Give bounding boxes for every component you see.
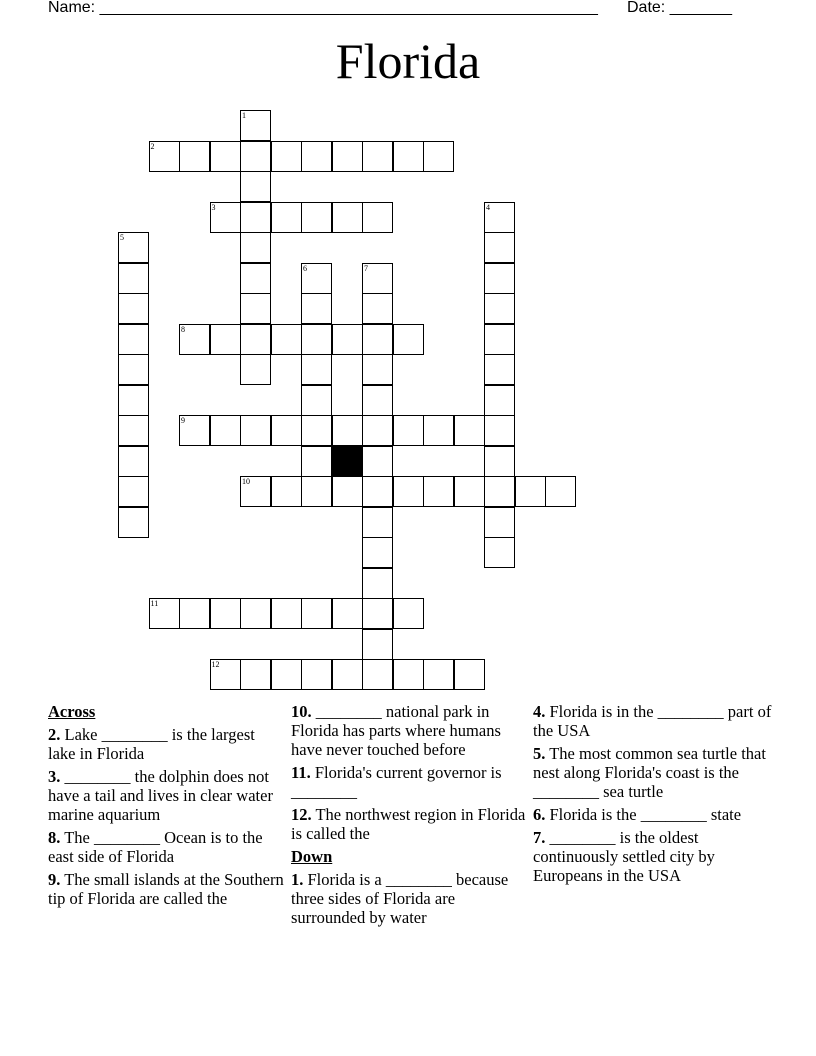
crossword-cell[interactable]: [423, 415, 454, 446]
crossword-cell[interactable]: [118, 385, 149, 416]
crossword-cell[interactable]: [393, 476, 424, 507]
crossword-cell[interactable]: [484, 293, 515, 324]
crossword-cell[interactable]: [118, 415, 149, 446]
clue-across-12: [291, 805, 529, 843]
crossword-cell[interactable]: [301, 476, 332, 507]
crossword-cell[interactable]: [545, 476, 576, 507]
clue-number-label: 3: [211, 202, 216, 212]
clue-down-1: [291, 870, 529, 927]
crossword-cell[interactable]: [210, 598, 241, 629]
clue-number-label: 5: [120, 233, 124, 242]
page-title: Florida: [335, 33, 481, 89]
date-field-label[interactable]: Date: _______: [627, 0, 732, 16]
crossword-cell[interactable]: [118, 476, 149, 507]
clue-text: ________ the dolphin does not have a tail and lives in clear water marine aquarium: [48, 767, 273, 824]
clue-text: The small islands at the Southern tip of Florida are called the: [48, 870, 284, 908]
crossword-cell[interactable]: [332, 202, 363, 233]
crossword-cell[interactable]: [301, 202, 332, 233]
crossword-cell[interactable]: [301, 598, 332, 629]
crossword-cell[interactable]: [271, 415, 302, 446]
clue-number-label: 4: [486, 202, 490, 212]
clue-down-7: [533, 828, 773, 885]
crossword-cell[interactable]: [362, 324, 393, 355]
crossword-cell[interactable]: [271, 476, 302, 507]
clue-across-3: [48, 767, 284, 824]
clue-across-9: [48, 870, 284, 908]
crossword-cell[interactable]: [149, 141, 180, 172]
clue-number: 10.: [291, 702, 312, 721]
crossword-cell[interactable]: [484, 354, 515, 385]
clue-number: 6.: [533, 805, 546, 824]
clue-number: 5.: [533, 744, 546, 763]
crossword-cell[interactable]: [362, 537, 393, 568]
crossword-cell[interactable]: [210, 202, 241, 233]
clue-number: 9.: [48, 870, 61, 889]
crossword-cell[interactable]: [240, 171, 271, 202]
crossword-cell[interactable]: [118, 263, 149, 294]
crossword-cell[interactable]: [240, 476, 271, 507]
crossword-cell[interactable]: [240, 293, 271, 324]
crossword-cell[interactable]: [515, 476, 546, 507]
crossword-cell[interactable]: [362, 476, 393, 507]
clue-down-5: [533, 744, 773, 801]
clues-column-2: [291, 702, 529, 931]
crossword-cell[interactable]: [332, 659, 363, 690]
crossword-cell[interactable]: [240, 324, 271, 355]
crossword-cell[interactable]: [454, 659, 485, 690]
clue-number-label: 10: [242, 477, 250, 486]
crossword-cell[interactable]: [301, 324, 332, 355]
crossword-cell[interactable]: [332, 324, 363, 355]
crossword-cell[interactable]: [362, 629, 393, 660]
crossword-cell[interactable]: [118, 446, 149, 477]
clue-number-label: 7: [364, 263, 368, 273]
crossword-cell[interactable]: [179, 598, 210, 629]
crossword-cell[interactable]: [362, 507, 393, 538]
crossword-cell[interactable]: [240, 598, 271, 629]
crossword-cell[interactable]: [118, 507, 149, 538]
clue-text: ________ is the oldest continuously settled city by Europeans in the USA: [533, 828, 715, 885]
crossword-cell[interactable]: [484, 324, 515, 355]
clue-number: 7.: [533, 828, 546, 847]
clue-down-6: [533, 805, 773, 824]
crossword-cell[interactable]: [301, 263, 332, 294]
crossword-cell[interactable]: [179, 324, 210, 355]
crossword-cell[interactable]: [118, 232, 149, 263]
crossword-cell[interactable]: [118, 324, 149, 355]
crossword-cell[interactable]: [484, 263, 515, 294]
crossword-cell[interactable]: [484, 537, 515, 568]
clue-text: The most common sea turtle that nest along Florida's coast is the ________ sea turtle: [533, 744, 766, 801]
crossword-cell[interactable]: [362, 385, 393, 416]
clue-number-label: 2: [150, 141, 155, 151]
crossword-cell[interactable]: [362, 598, 393, 629]
crossword-cell[interactable]: [484, 202, 515, 233]
crossword-cell[interactable]: [362, 293, 393, 324]
crossword-cell[interactable]: [393, 324, 424, 355]
crossword-cell[interactable]: [362, 263, 393, 294]
crossword-cell[interactable]: [454, 415, 485, 446]
clue-number: 3.: [48, 767, 61, 786]
crossword-cell[interactable]: [362, 568, 393, 599]
crossword-cell[interactable]: [332, 415, 363, 446]
crossword-cell[interactable]: [271, 324, 302, 355]
crossword-block-cell: [332, 446, 363, 477]
crossword-cell[interactable]: [362, 659, 393, 690]
crossword-cell[interactable]: [332, 476, 363, 507]
clue-number-label: 9: [181, 416, 185, 425]
crossword-cell[interactable]: [332, 141, 363, 172]
crossword-cell[interactable]: [301, 354, 332, 385]
clue-text: The northwest region in Florida is called the: [291, 805, 526, 843]
crossword-cell[interactable]: [240, 659, 271, 690]
crossword-cell[interactable]: [423, 659, 454, 690]
crossword-cell[interactable]: [240, 110, 271, 141]
crossword-cell[interactable]: [301, 415, 332, 446]
crossword-cell[interactable]: [118, 354, 149, 385]
crossword-cell[interactable]: [271, 202, 302, 233]
crossword-cell[interactable]: [362, 354, 393, 385]
clues-column-3: [533, 702, 773, 889]
crossword-cell[interactable]: [301, 141, 332, 172]
crossword-cell[interactable]: [393, 415, 424, 446]
crossword-cell[interactable]: [210, 141, 241, 172]
clue-number: 8.: [48, 828, 61, 847]
name-field-label[interactable]: Name: ________________________________________________________: [48, 0, 598, 16]
crossword-cell[interactable]: [210, 659, 241, 690]
crossword-cell[interactable]: [484, 385, 515, 416]
crossword-cell[interactable]: [362, 446, 393, 477]
clue-number-label: 6: [303, 263, 307, 273]
crossword-cell[interactable]: [484, 415, 515, 446]
clue-number-label: 1: [242, 111, 246, 120]
crossword-cell[interactable]: [271, 598, 302, 629]
crossword-cell[interactable]: [301, 385, 332, 416]
crossword-cell[interactable]: [240, 141, 271, 172]
clues-column-1: [48, 702, 284, 912]
clue-number: 12.: [291, 805, 312, 824]
crossword-cell[interactable]: [149, 598, 180, 629]
crossword-cell[interactable]: [240, 263, 271, 294]
crossword-cell[interactable]: [362, 202, 393, 233]
crossword-cell[interactable]: [271, 659, 302, 690]
clue-number-label: 8: [181, 324, 185, 334]
crossword-cell[interactable]: [271, 141, 302, 172]
crossword-cell[interactable]: [240, 415, 271, 446]
clue-number: 2.: [48, 725, 61, 744]
crossword-cell[interactable]: [393, 659, 424, 690]
crossword-cell[interactable]: [210, 415, 241, 446]
clue-across-2: [48, 725, 284, 763]
clue-text: Florida is the ________ state: [549, 805, 742, 824]
crossword-cell[interactable]: [301, 446, 332, 477]
crossword-cell[interactable]: [362, 141, 393, 172]
clue-number: 11.: [291, 763, 311, 782]
clue-down-4: [533, 702, 773, 740]
crossword-cell[interactable]: [393, 141, 424, 172]
clue-number: 4.: [533, 702, 546, 721]
crossword-cell[interactable]: [423, 476, 454, 507]
crossword-cell[interactable]: [393, 598, 424, 629]
crossword-cell[interactable]: [301, 293, 332, 324]
clue-text: The ________ Ocean is to the east side of Florida: [48, 828, 263, 866]
crossword-cell[interactable]: [484, 507, 515, 538]
clue-text: Lake ________ is the largest lake in Florida: [48, 725, 255, 763]
crossword-cell[interactable]: [454, 476, 485, 507]
across-heading: Across: [48, 702, 96, 721]
clue-text: ________ national park in Florida has parts where humans have never touched before: [291, 702, 501, 759]
crossword-cell[interactable]: [179, 415, 210, 446]
clue-across-8: [48, 828, 284, 866]
crossword-cell[interactable]: [484, 232, 515, 263]
crossword-cell[interactable]: [240, 232, 271, 263]
down-heading: Down: [291, 847, 333, 866]
clue-across-10: [291, 702, 529, 759]
clue-text: Florida's current governor is ________: [291, 763, 502, 801]
crossword-cell[interactable]: [210, 324, 241, 355]
crossword-cell[interactable]: [240, 202, 271, 233]
crossword-cell[interactable]: [362, 415, 393, 446]
crossword-cell[interactable]: [301, 659, 332, 690]
clue-number-label: 11: [150, 599, 159, 608]
clue-number: 1.: [291, 870, 304, 889]
crossword-cell[interactable]: [240, 354, 271, 385]
crossword-cell[interactable]: [484, 476, 515, 507]
crossword-cell[interactable]: [484, 446, 515, 477]
clue-text: Florida is a ________ because three sides of Florida are surrounded by water: [291, 870, 509, 927]
clue-across-11: [291, 763, 529, 801]
clue-number-label: 12: [211, 660, 220, 669]
crossword-cell[interactable]: [332, 598, 363, 629]
clue-text: Florida is in the ________ part of the USA: [533, 702, 772, 740]
crossword-cell[interactable]: [179, 141, 210, 172]
crossword-cell[interactable]: [423, 141, 454, 172]
crossword-cell[interactable]: [118, 293, 149, 324]
